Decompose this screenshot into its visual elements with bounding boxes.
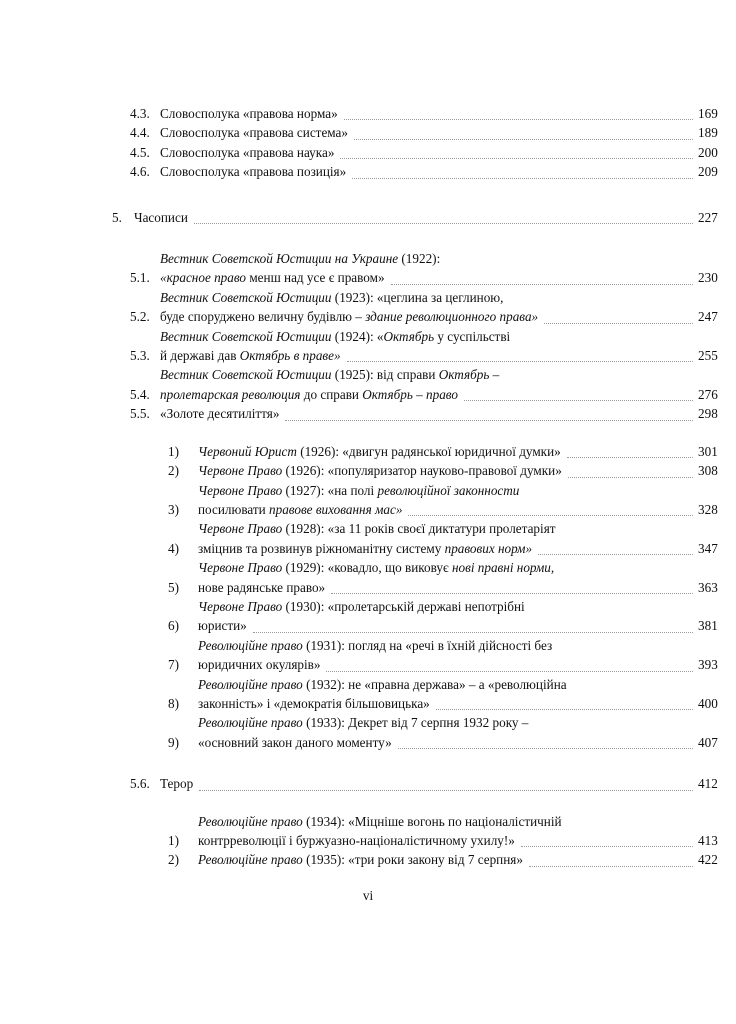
toc-entry-line [160,327,736,346]
journal-title: Революційне право [198,637,303,653]
toc-entry-page: 200 [698,144,718,160]
toc-entry-page: 230 [698,270,718,286]
toc-list-item-line [198,812,736,831]
dot-leader [567,456,693,458]
toc-entry-text: (1928): «за 11 років своєї диктатури пролетаріят [282,521,556,537]
toc-entry[interactable] [130,288,736,327]
journal-title: Червоне Право [198,560,283,576]
toc-entry-page: 412 [698,776,718,792]
journal-title: Революційне право [198,676,303,692]
toc-list-item-line [198,597,736,616]
toc-chapter-title: Часописи [134,209,188,225]
toc-entry-line [160,249,736,268]
dot-leader [253,631,693,633]
dot-leader [521,845,693,847]
toc-list-item-page: 422 [698,852,718,868]
toc-entry-number: 4.4. [130,125,150,141]
toc-entry-text: (1932): не «правна держава» – а «революційна [302,676,567,692]
toc-entry[interactable] [130,162,736,181]
toc-entry[interactable] [130,404,736,423]
toc-list-item[interactable] [168,597,736,636]
toc-entry[interactable] [130,143,736,162]
toc-entry-number: 4.3. [130,106,150,121]
dot-leader [347,360,693,362]
quoted-term: революційної законности [377,482,520,498]
toc-entry[interactable] [130,327,736,366]
toc-chapter-entry[interactable] [112,208,736,227]
toc-list-item-text [198,442,561,461]
toc-entry[interactable] [130,774,736,793]
quoted-term: здание революционного права» [365,309,539,325]
toc-entry-text: (1926): «популяризатор науково-правової думки» [282,463,562,479]
dot-leader [194,222,693,224]
toc-entry[interactable] [130,123,736,142]
toc-entry-page: 189 [698,125,718,141]
dot-leader [352,177,693,179]
toc-chapter-number: 5. [112,209,122,225]
toc-list-item[interactable] [168,675,736,714]
journal-title: Червоний Юрист [198,443,297,459]
journal-title: Вестник Советской Юстиции на Украине [160,251,399,267]
dot-leader [398,747,693,749]
journal-title: Революційне право [198,813,303,829]
toc-list-item-page: 363 [698,579,718,595]
toc-list-item-number: 8) [168,695,179,711]
toc-list-item-page: 328 [698,501,718,517]
toc-entry-text: (1934): «Міцніше вогонь по націоналістичній [302,813,562,829]
dot-leader [326,670,693,672]
quoted-term: Октябрь – [438,367,500,383]
toc-list-item-line [198,519,736,538]
quoted-term: нові правні норми, [451,560,555,576]
toc-list-item-page: 407 [698,734,718,750]
dot-leader [199,789,693,791]
toc-entry-line [160,346,341,365]
dot-leader [568,476,693,478]
toc-entry-text: (1926): «двигун радянської юридичної думки» [296,443,561,459]
toc-entry-number: 5.6. [130,776,150,792]
journal-title: Вестник Советской Юстиции [160,367,332,383]
toc-list-item-line: законність» і «демократія більшовицька» [198,695,430,711]
toc-list-item-page: 381 [698,618,718,634]
toc-entry-title: Словосполука «правова наука» [160,144,335,160]
quoted-term: правових норм» [444,540,533,556]
toc-list-item-number: 4) [168,540,179,556]
toc-entry-page: 276 [698,386,718,402]
toc-list-item-line [198,713,736,732]
toc-entry-page: 298 [698,406,718,422]
toc-list-item-number: 5) [168,579,179,595]
toc-list-item[interactable] [168,850,736,869]
toc-entry[interactable] [130,249,736,288]
toc-entry-page: 209 [698,164,718,180]
toc-list-item[interactable] [168,519,736,558]
toc-entry-line [160,365,736,384]
toc-entry-text: у суспільстві [434,328,511,344]
toc-entry-text: (1924): « [331,328,384,344]
toc-list-item-number: 2) [168,852,179,868]
toc-list-item-number: 1) [168,443,179,459]
toc-entry-number: 5.1. [130,270,150,286]
toc-entry-text: (1927): «на полі [282,482,378,498]
toc-group-4 [0,104,736,182]
dot-leader [340,157,693,159]
toc-list-item[interactable] [168,461,736,480]
toc-entry-text: (1923): «цеглина за цеглиною, [331,289,504,305]
toc-entry-number: 5.3. [130,348,150,364]
toc-list-item-number: 3) [168,501,179,517]
toc-entry-page: 255 [698,348,718,364]
quoted-term: Октябрь [383,328,435,344]
toc-list-item-line [198,675,736,694]
toc-entry-number: 5.5. [130,406,150,422]
toc-entry-title: Словосполука «правова система» [160,125,349,141]
toc-list-item-number: 2) [168,463,179,479]
dot-leader [544,322,693,324]
toc-entry-title: Словосполука «правова позиція» [160,164,347,180]
journal-title: Вестник Советской Юстиции [160,289,332,305]
toc-entry-line [160,385,458,404]
toc-list-item-line [198,558,736,577]
toc-chapter-page: 227 [698,209,718,225]
dot-leader [391,283,693,285]
dot-leader [538,553,693,555]
journal-title: Революційне право [198,715,303,731]
toc-entry-text: (1929): «ковадло, що виковує [282,560,452,576]
toc-list-item-page: 413 [698,833,718,848]
toc-entry-text: (1930): «пролетарській державі непотрібні [282,598,525,614]
toc-entry-page: 247 [698,309,718,325]
toc-entry[interactable] [130,365,736,404]
dot-leader [285,419,693,421]
journal-title: Червоне Право [198,463,283,479]
toc-entry-line [160,268,385,287]
toc-entry-text: (1925): від справи [331,367,439,383]
toc-entry-title: Словосполука «правова норма» [160,106,338,121]
journal-title: Революційне право [198,852,303,868]
toc-entry-number: 4.6. [130,164,150,180]
toc-entry-text: (1935): «три роки закону від 7 серпня» [302,852,523,868]
dot-leader [436,708,693,710]
toc-list-item-text [198,461,562,480]
toc-list-item-line: юристи» [198,618,247,634]
toc-list-item-line [198,500,402,519]
toc-entry-title: «Золоте десятиліття» [160,406,280,422]
dot-leader [529,865,693,867]
toc-list-item-line [198,636,736,655]
toc-entry-text: (1931): погляд на «речі в їхній дійсності без [302,637,553,653]
toc-list-item[interactable] [168,636,736,675]
journal-title: Червоне Право [198,521,283,537]
toc-sublist-5-5 [0,442,736,753]
toc-list-item-number: 1) [168,833,179,848]
toc-list-item-line: «основний закон даного моменту» [198,734,392,750]
toc-sublist-5-6 [0,812,736,870]
toc-list-item-page: 393 [698,657,718,673]
toc-entry-number: 5.4. [130,386,150,402]
toc-entry-number: 5.2. [130,309,150,325]
toc-entry-text: (1922): [398,251,441,267]
toc-list-item[interactable] [168,442,736,461]
toc-entry-text: менш над усе є правом» [246,270,385,286]
toc-entry-page: 169 [698,106,718,121]
toc-entry-text: до справи [300,386,363,402]
toc-list-item-line [198,481,736,500]
toc-entry[interactable] [130,104,736,123]
dot-leader [331,592,693,594]
quoted-term: правове виховання мас» [269,501,403,517]
journal-title: Червоне Право [198,482,283,498]
journal-title: Вестник Советской Юстиции [160,328,332,344]
toc-list-item-line: контрреволюції і буржуазно-націоналістичному ухилу!» [198,833,515,848]
toc-list-item[interactable] [168,481,736,520]
dot-leader [408,514,693,516]
toc-entry-text: (1933): Декрет від 7 серпня 1932 року – [302,715,529,731]
toc-list-item-number: 6) [168,618,179,634]
quoted-term: «красное право [160,270,247,286]
toc-list-item-text [198,850,523,869]
quoted-term: пролетарская революция [160,386,301,402]
toc-entry-number: 4.5. [130,144,150,160]
journal-title: Червоне Право [198,598,283,614]
toc-list-item-page: 301 [698,443,718,459]
toc-entry-text: буде споруджено величну будівлю – [160,309,366,325]
toc-entry-line [160,307,538,326]
toc-entry-line [160,288,736,307]
dot-leader [354,138,693,140]
toc-list-item-line: нове радянське право» [198,579,326,595]
toc-list-item-line: юридичних окулярів» [198,657,321,673]
toc-list-item-line [198,539,532,558]
toc-list-item-page: 347 [698,540,718,556]
toc-list-item-page: 308 [698,463,718,479]
toc-entry-text: посилювати [198,501,270,517]
toc-list-item-page: 400 [698,695,718,711]
quoted-term: Октябрь – право [362,386,458,402]
quoted-term: Октябрь в праве» [239,348,341,364]
dot-leader [344,118,693,120]
toc-list-item-number: 9) [168,734,179,750]
toc-list-item[interactable] [168,713,736,752]
toc-list-item[interactable] [168,812,736,851]
toc-list-item[interactable] [168,558,736,597]
dot-leader [464,399,693,401]
page-folio: vi [362,888,374,903]
toc-entry-text: зміцнив та розвинув ріжноманітну систему [198,540,445,556]
toc-entry-title: Терор [160,776,194,792]
toc-list-item-number: 7) [168,657,179,673]
toc-entry-text: й державі дав [160,348,240,364]
